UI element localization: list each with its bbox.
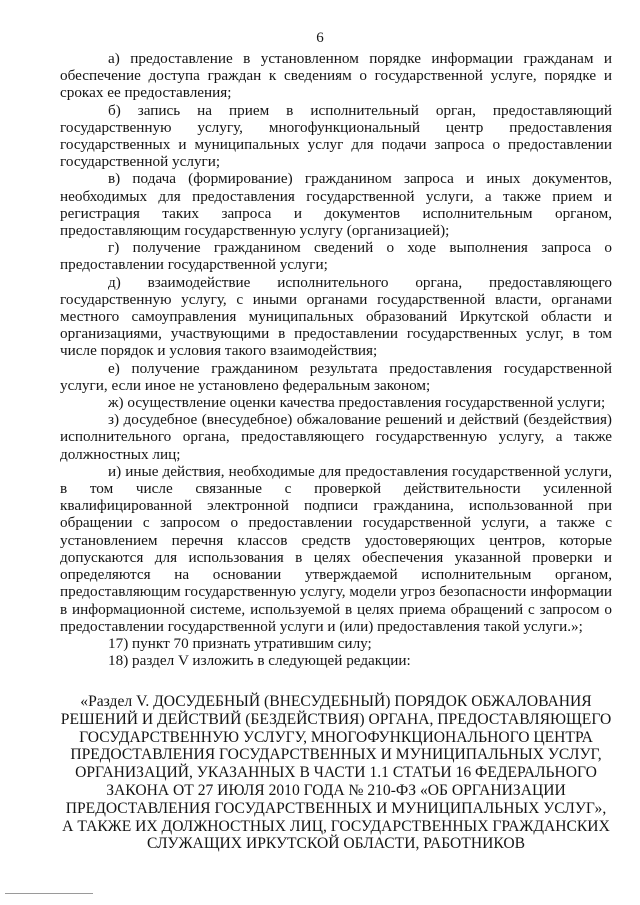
paragraph-b: б) запись на прием в исполнительный орган, предоставляющий государственную услугу, многофункциональный центр предоставления государственных и муниципальных услуг для подачи запроса о предоставлении государственной услуги; <box>60 101 612 171</box>
paragraph-a: а) предоставление в установленном порядке информации гражданам и обеспечение доступа граждан к сведениям о государственной услуге, порядке и сроках ее предоставления; <box>60 50 612 102</box>
item-18: 18) раздел V изложить в следующей редакции: <box>108 652 411 670</box>
paragraph-i: и) иные действия, необходимые для предоставления государственной услуги, в том числе связанные с проверкой действительности усиленной квалифицированной электронной подписи гражданина, использованной при обращении с запросом о предоставлении государственной услуги, а также с установлением перечня классов средств удостоверяющих центров, которые допускаются для использования в целях обеспечения указанной проверки и определяются на основании утверждаемой исполнительным органом, предоставляющим государственную услугу, модели угроз безопасности информации в информационной системе, используемой в целях приема обращений с запросом о предоставлении государственной услуги и (или) предоставления такой услуги.»; <box>60 462 612 635</box>
paragraph-g: г) получение гражданином сведений о ходе выполнения запроса о предоставлении государственной услуги; <box>60 239 612 274</box>
paragraph-d: д) взаимодействие исполнительного органа, предоставляющего государственную услугу, с иными органами государственной власти, органами местного самоуправления муниципальных образований Иркутской области и организациями, участвующими в предоставлении государственных услуг, в том числе порядок и условия такого взаимодействия; <box>60 273 612 360</box>
page-number: 6 <box>316 30 324 46</box>
paragraph-zh: ж) осуществление оценки качества предоставления государственной услуги; <box>108 394 606 412</box>
footer-rule <box>5 893 93 894</box>
paragraph-z: з) досудебное (внесудебное) обжалование решений и действий (бездействия) исполнительного органа, предоставляющего государственную услугу, а также должностных лиц; <box>60 411 612 463</box>
document-body <box>60 50 612 669</box>
item-17: 17) пункт 70 признать утратившим силу; <box>108 634 372 652</box>
paragraph-e: е) получение гражданином результата предоставления государственной услуги, если иное не установлено федеральным законом; <box>60 359 612 394</box>
section-heading: «Раздел V. ДОСУДЕБНЫЙ (ВНЕСУДЕБНЫЙ) ПОРЯДОК ОБЖАЛОВАНИЯ РЕШЕНИЙ И ДЕЙСТВИЙ (БЕЗДЕЙСТВИЯ) ОРГАНА, ПРЕДОСТАВЛЯЮЩЕГО ГОСУДАРСТВЕННУЮ УСЛУГУ, МНОГОФУНКЦИОНАЛЬНОГО ЦЕНТРА ПРЕДОСТАВЛЕНИЯ ГОСУДАРСТВЕННЫХ И МУНИЦИПАЛЬНЫХ УСЛУГ, ОРГАНИЗАЦИЙ, УКАЗАННЫХ В ЧАСТИ 1.1 СТАТЬИ 16 ФЕДЕРАЛЬНОГО ЗАКОНА ОТ 27 ИЮЛЯ 2010 ГОДА № 210-ФЗ «ОБ ОРГАНИЗАЦИИ ПРЕДОСТАВЛЕНИЯ ГОСУДАРСТВЕННЫХ И МУНИЦИПАЛЬНЫХ УСЛУГ», А ТАКЖЕ ИХ ДОЛЖНОСТНЫХ ЛИЦ, ГОСУДАРСТВЕННЫХ ГРАЖДАНСКИХ СЛУЖАЩИХ ИРКУТСКОЙ ОБЛАСТИ, РАБОТНИКОВ <box>60 693 612 853</box>
paragraph-v: в) подача (формирование) гражданином запроса и иных документов, необходимых для предоставления государственной услуги, а также прием и регистрация таких запроса и документов исполнительным органом, предоставляющим государственную услугу (организацией); <box>60 170 612 240</box>
